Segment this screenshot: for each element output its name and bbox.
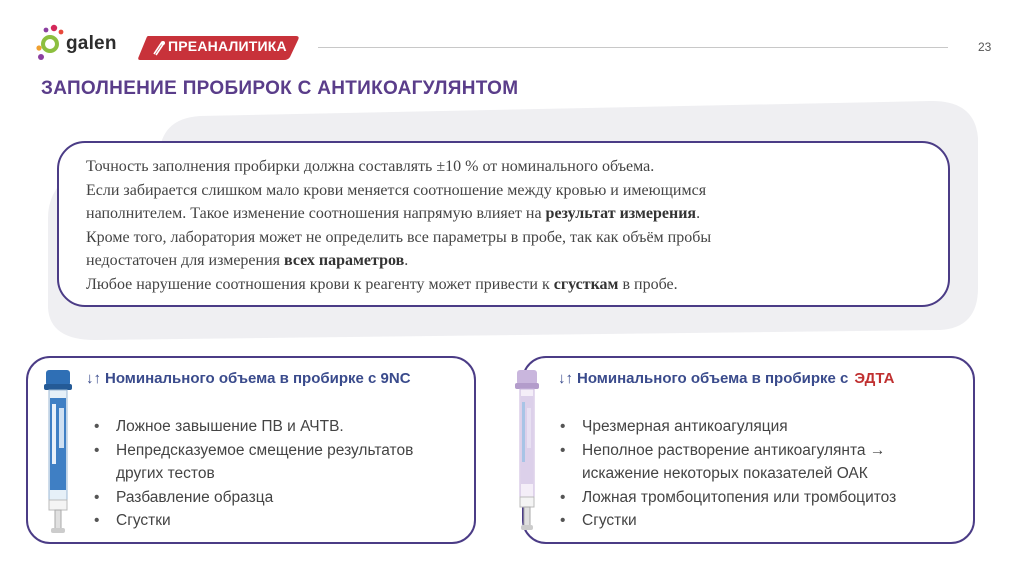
list-item: • Ложная тромбоцитопения или тромбоцитоз xyxy=(558,486,896,510)
page-title: ЗАПОЛНЕНИЕ ПРОБИРОК С АНТИКОАГУЛЯНТОМ xyxy=(41,78,519,99)
section-badge-label: ПРЕАНАЛИТИКА xyxy=(168,38,287,54)
up-down-arrows-icon: ↓↑ xyxy=(558,370,573,387)
test-tube-blue-cap-icon xyxy=(40,368,76,536)
info-line: Если забирается слишком мало крови меняется соотношение между кровью и имеющимся xyxy=(86,181,707,199)
list-item: • Разбавление образца xyxy=(92,486,413,510)
list-item: искажение некоторых показателей ОАК xyxy=(582,465,868,482)
list-item: других тестов xyxy=(116,465,215,482)
page-number: 23 xyxy=(978,40,992,54)
info-line: Кроме того, лаборатория может не определить все параметры в пробе, так как объём пробы xyxy=(86,228,712,246)
list-item: • Чрезмерная антикоагуляция xyxy=(558,415,896,439)
up-down-arrows-icon: ↓↑ xyxy=(86,370,101,387)
info-text xyxy=(86,155,846,296)
header-divider xyxy=(318,47,948,48)
logo-text: galen xyxy=(66,33,117,54)
info-line: недостаточен для измерения всех параметров. xyxy=(86,252,409,269)
list-item: • Сгустки xyxy=(558,509,896,533)
info-line: наполнителем. Такое изменение соотношения напрямую влияет на результат измерения. xyxy=(86,205,701,222)
test-tube-lavender-cap-icon xyxy=(512,368,542,534)
list-item: • Непредсказуемое смещение результатов xyxy=(92,439,413,463)
info-line: Любое нарушение соотношения крови к реагенту может привести к сгусткам в пробе. xyxy=(86,275,678,293)
list-item: • Ложное завышение ПВ и АЧТВ. xyxy=(92,415,413,439)
card-9nc-list xyxy=(92,415,413,533)
list-item: • Сгустки xyxy=(92,509,413,533)
card-title-9nc: ↓↑ Номинального объема в пробирке с 9NC xyxy=(86,370,411,387)
emphasis-text: сгусткам xyxy=(553,275,619,293)
emphasis-text: всех параметров xyxy=(284,252,405,269)
card-edta-list xyxy=(558,415,896,533)
card-title-edta: ↓↑ Номинального объема в пробирке с ЭДТА xyxy=(558,370,895,387)
info-line: Точность заполнения пробирки должна составлять ±10 % от номинального объема. xyxy=(86,158,655,175)
emphasis-text: результат измерения xyxy=(545,205,697,222)
list-item: • Неполное растворение антикоагулянта → xyxy=(558,439,896,463)
edta-highlight: ЭДТА xyxy=(854,370,895,387)
